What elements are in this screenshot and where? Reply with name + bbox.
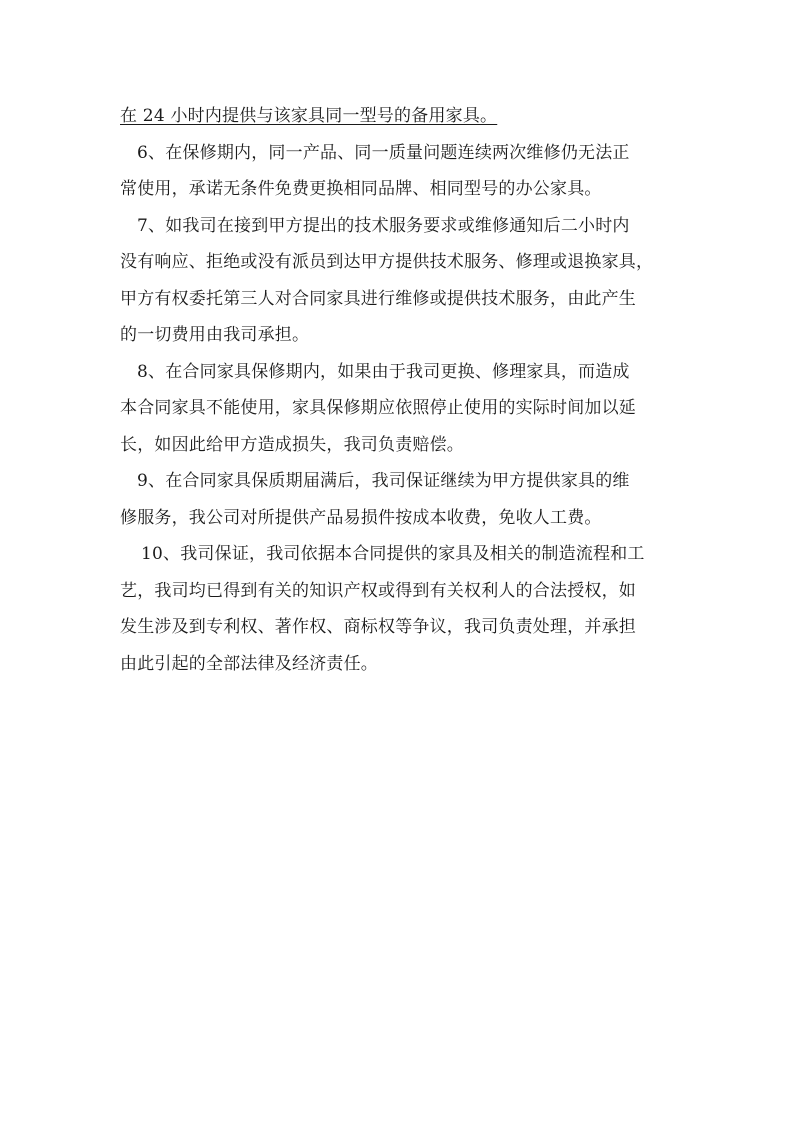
clause-7-line-2: 没有响应、拒绝或没有派员到达甲方提供技术服务、修理或退换家具， [120, 252, 654, 272]
clause-8-line-3: 长，如因此给甲方造成损失，我司负责赔偿。 [120, 434, 464, 455]
clause-9-line-2: 修服务，我公司对所提供产品易损件按成本收费，免收人工费。 [120, 507, 602, 528]
clause-9 [120, 463, 675, 536]
clause-8-line-1: 8、在合同家具保修期内，如果由于我司更换、修理家具，而造成 [137, 361, 630, 382]
opening-line: 在 24 小时内提供与该家具同一型号的备用家具。 [120, 106, 498, 126]
clause-6-line-2: 常使用，承诺无条件免费更换相同品牌、相同型号的办公家具。 [120, 179, 602, 199]
clause-6-line-1: 6、在保修期内，同一产品、同一质量问题连续两次维修仍无法正 [137, 142, 630, 163]
clause-10-line-4: 由此引起的全部法律及经济责任。 [120, 653, 378, 674]
clause-7 [120, 208, 675, 354]
clause-7-line-1: 7、如我司在接到甲方提出的技术服务要求或维修通知后二小时内 [137, 215, 630, 236]
clause-6 [120, 135, 675, 208]
clause-9-line-1: 9、在合同家具保质期届满后，我司保证继续为甲方提供家具的维 [137, 471, 630, 491]
clause-7-line-3: 甲方有权委托第三人对合同家具进行维修或提供技术服务，由此产生 [120, 288, 636, 309]
document-body [120, 98, 675, 682]
clause-10 [120, 536, 675, 682]
clause-10-line-2: 艺，我司均已得到有关的知识产权或得到有关权利人的合法授权，如 [120, 580, 636, 601]
clause-10-line-3: 发生涉及到专利权、著作权、商标权等争议，我司负责处理，并承担 [120, 617, 636, 637]
clause-10-line-1: 10、我司保证，我司依据本合同提供的家具及相关的制造流程和工 [141, 544, 645, 564]
clause-8-line-2: 本合同家具不能使用，家具保修期应依照停止使用的实际时间加以延 [120, 398, 636, 418]
clause-7-line-4: 的一切费用由我司承担。 [120, 325, 310, 345]
clause-8 [120, 354, 675, 464]
